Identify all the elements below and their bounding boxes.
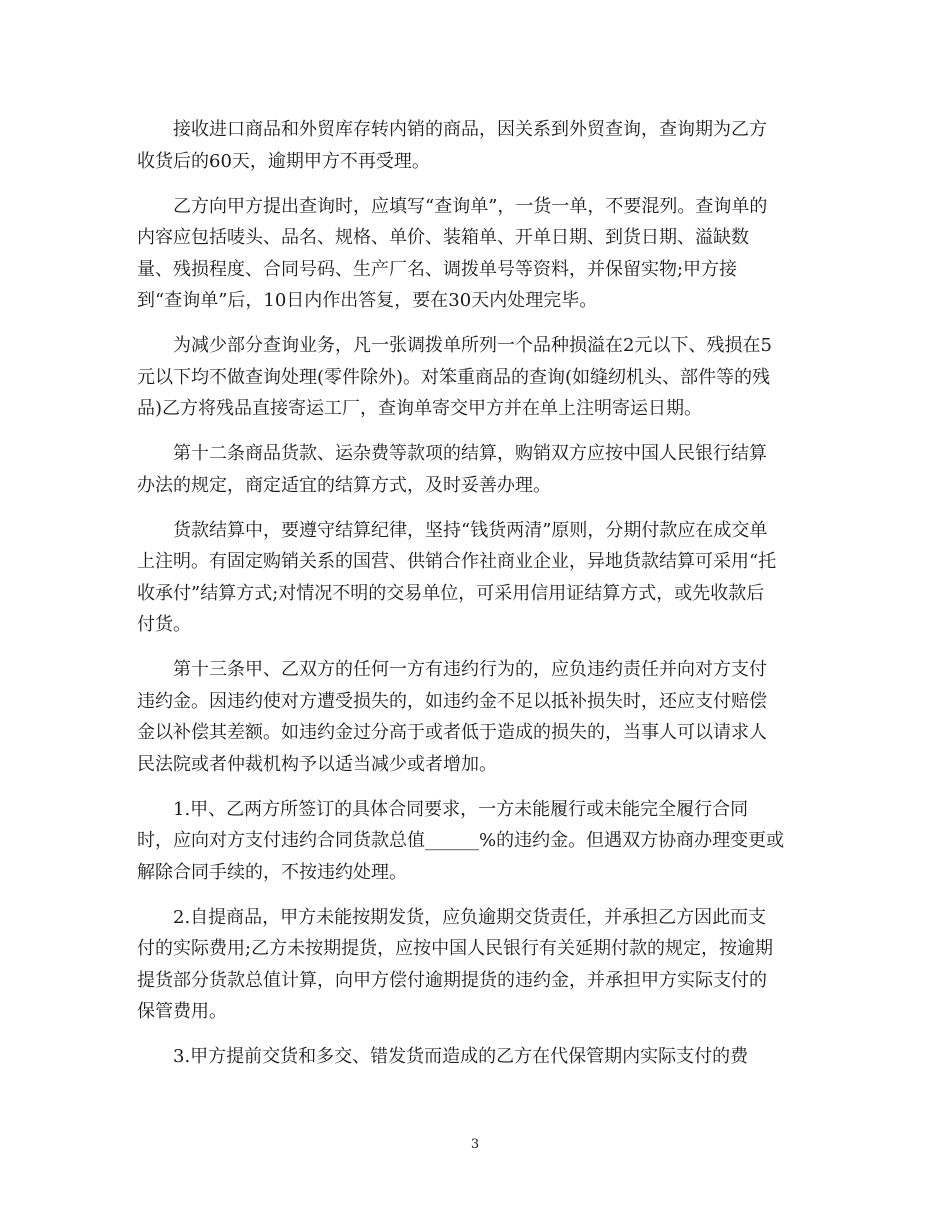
paragraph-article-13 [137,654,805,780]
paragraph-3 [137,330,805,425]
paragraph-line: 违约金。因违约使对方遭受损失的，如违约金不足以抵补损失时，还应支付赔偿 [137,690,767,712]
document-body [137,114,805,1086]
paragraph-1 [137,114,805,177]
paragraph-5 [137,515,805,641]
paragraph-line: 金以补偿其差额。如违约金过分高于或者低于造成的损失的，当事人可以请求人 [137,722,767,743]
paragraph-2 [137,191,805,317]
paragraph-line: 收承付”结算方式;对情况不明的交易单位，可采用信用证结算方式，或先收款后 [137,582,765,604]
page-number: 3 [470,1137,480,1152]
paragraph-line: 时，应向对方支付违约合同货款总值______%的违约金。但遇双方协商办理变更或 [137,830,785,851]
paragraph-clause-1 [137,794,805,889]
paragraph-line: 办法的规定，商定适宜的结算方式，及时妥善办理。 [137,474,551,496]
paragraph-line: 为减少部分查询业务，凡一张调拨单所列一个品种损溢在2元以下、残损在5 [173,335,772,356]
paragraph-line: 接收进口商品和外贸库存转内销的商品，因关系到外贸查询，查询期为乙方 [173,119,767,140]
paragraph-line: 2.自提商品，甲方未能按期发货，应负逾期交货责任，并承担乙方因此而支 [173,906,767,928]
paragraph-line: 解除合同手续的，不按违约处理。 [137,861,407,883]
paragraph-line: 到“查询单”后，10日内作出答复，要在30天内处理完毕。 [137,290,598,311]
paragraph-line: 元以下均不做查询处理(零件除外)。对笨重商品的查询(如缝纫机头、部件等的残 [137,366,771,388]
paragraph-line: 1.甲、乙两方所签订的具体合同要求，一方未能履行或未能完全履行合同 [173,798,749,820]
paragraph-line: 内容应包括唛头、品名、规格、单价、装箱单、开单日期、到货日期、溢缺数 [137,227,749,248]
paragraph-line: 提货部分货款总值计算，向甲方偿付逾期提货的违约金，并承担甲方实际支付的 [137,969,767,991]
paragraph-line: 第十二条商品货款、运杂费等款项的结算，购销双方应按中国人民银行结算 [173,443,767,464]
paragraph-clause-2 [137,902,805,1028]
paragraph-line: 上注明。有固定购销关系的国营、供销合作社商业企业，异地货款结算可采用“托 [137,551,777,572]
paragraph-line: 民法院或者仲裁机构予以适当减少或者增加。 [137,753,497,775]
paragraph-line: 付货。 [137,614,191,635]
paragraph-line: 乙方向甲方提出查询时，应填写“查询单”，一货一单，不要混列。查询单的 [173,195,768,217]
paragraph-line: 量、残损程度、合同号码、生产厂名、调拨单号等资料，并保留实物;甲方接 [137,258,738,280]
paragraph-line: 货款结算中，要遵守结算纪律，坚持“钱货两清”原则，分期付款应在成交单 [173,519,768,541]
paragraph-line: 收货后的60天，逾期甲方不再受理。 [137,150,430,172]
paragraph-line: 付的实际费用;乙方未按期提货，应按中国人民银行有关延期付款的规定，按逾期 [137,938,774,959]
paragraph-clause-3 [137,1041,805,1073]
paragraph-line: 品)乙方将残品直接寄运工厂，查询单寄交甲方并在单上注明寄运日期。 [137,398,703,419]
paragraph-line: 第十三条甲、乙双方的任何一方有违约行为的，应负违约责任并向对方支付 [173,659,767,680]
paragraph-line: 3.甲方提前交货和多交、错发货而造成的乙方在代保管期内实际支付的费 [173,1046,749,1067]
paragraph-line: 保管费用。 [137,1001,227,1022]
paragraph-article-12 [137,438,805,501]
